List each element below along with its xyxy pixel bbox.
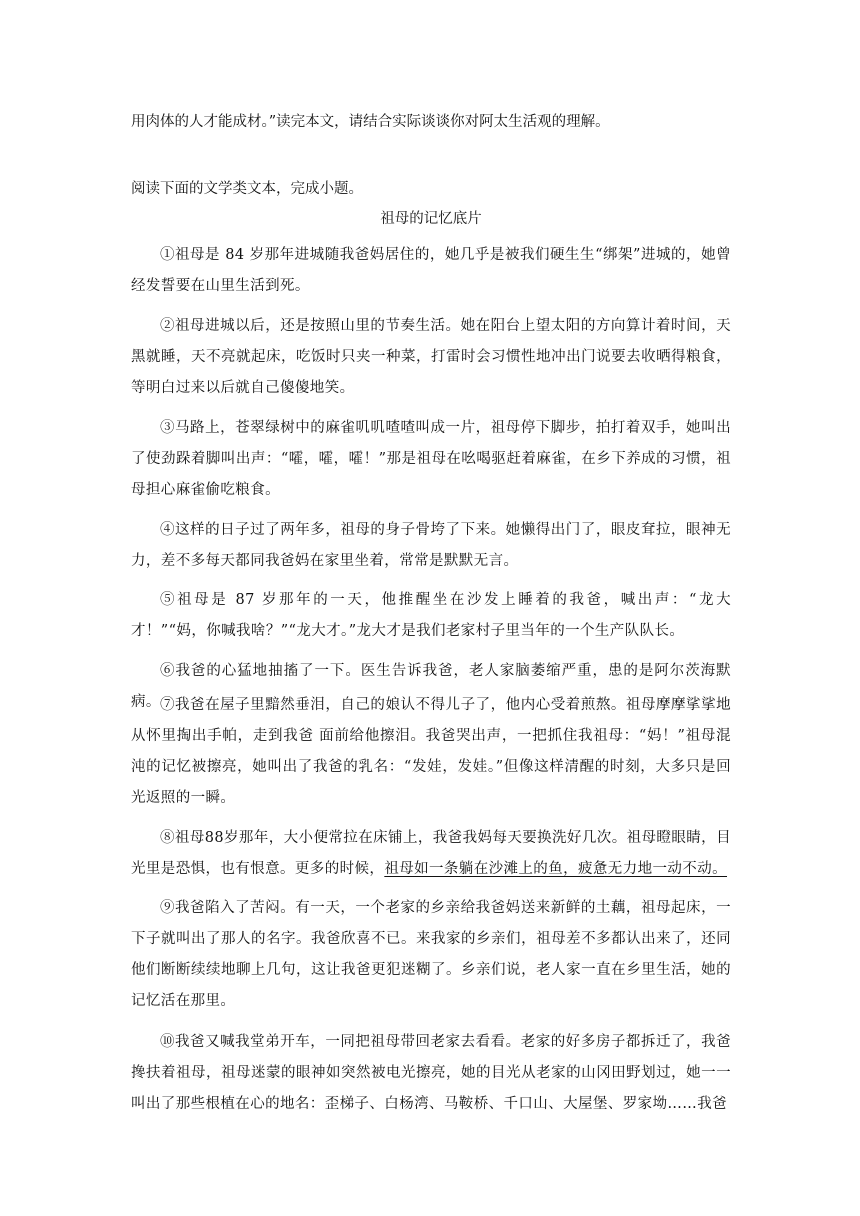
paragraph-5: ⑤祖母是 87 岁那年的一天，他推醒坐在沙发上睡着的我爸，喊出声：“龙大才！”“妈，你喊我啥？”“龙大才。”龙大才是我们老家村子里当年的一个生产队队长。: [131, 592, 731, 639]
paragraph-10: ⑩我爸又喊我堂弟开车，一同把祖母带回老家去看看。老家的好多房子都拆迁了，我爸搀扶着祖母，祖母迷蒙的眼神如突然被电光擦亮，她的目光从老家的山冈田野划过，她一一叫出了那些根植在心的地名：歪梯子、白杨湾、马鞍桥、千口山、大屋堡、罗家坳……我爸: [131, 1034, 731, 1112]
paragraph-6: ⑥我爸的心猛地抽搐了一下。医生告诉我爸，老人家脑萎缩严重，患的是阿尔茨海默病。: [131, 663, 731, 710]
paragraph-1: ①祖母是 84 岁那年进城随我爸妈居住的，她几乎是被我们硬生生“绑架”进城的，她曾经发誓要在山里生活到死。: [131, 247, 731, 294]
reading-instruction: 阅读下面的文学类文本，完成小题。: [131, 181, 363, 197]
paragraph-2: ②祖母进城以后，还是按照山里的节奏生活。她在阳台上望太阳的方向算计着时间，天黑就睡，天不亮就起床，吃饭时只夹一种菜，打雷时会习惯性地冲出门说要去收晒得粮食，等明白过来以后就自己傻傻地笑。: [131, 318, 731, 396]
paragraph-9: ⑨我爸陷入了苦闷。有一天，一个老家的乡亲给我爸妈送来新鲜的土藕，祖母起床，一下子就叫出了那人的名字。我爸欣喜不已。来我家的乡亲们，祖母差不多都认出来了，还同他们断断续续地聊上几句，这让我爸更犯迷糊了。乡亲们说，老人家一直在乡里生活，她的记忆活在那里。: [131, 900, 731, 1009]
underlined-sentence: 祖母如一条躺在沙滩上的鱼，疲惫无力地一动不动。: [384, 861, 728, 877]
paragraph-7: ⑦我爸在屋子里黯然垂泪，自己的娘认不得儿子了，他内心受着煎熬。祖母摩摩挲挲地从怀里掏出手帕，走到我爸 面前给他擦泪。我爸哭出声，一把抓住我祖母：“妈！”祖母混沌的记忆被擦亮，她叫出了我爸的乳名：“发娃，发娃。”但像这样清醒的时刻，大多只是回光返照的一瞬。: [131, 697, 731, 806]
paragraph-8: ⑧祖母88岁那年，大小便常拉在床铺上，我爸我妈每天要换洗好几次。祖母瞪眼睛，目光里是恐惧，也有恨意。更多的时候，祖母如一条躺在沙滩上的鱼，疲惫无力地一动不动。: [131, 830, 731, 877]
paragraph-3: ③马路上，苍翠绿树中的麻雀叽叽喳喳叫成一片，祖母停下脚步，拍打着双手，她叫出了使劲跺着脚叫出声：“嚯，嚯，嚯！”那是祖母在吆喝驱赶着麻雀，在乡下养成的习惯，祖母担心麻雀偷吃粮食。: [131, 420, 731, 498]
paragraph-4: ④这样的日子过了两年多，祖母的身子骨垮了下来。她懒得出门了，眼皮耷拉，眼神无力，差不多每天都同我爸妈在家里坐着，常常是默默无言。: [131, 522, 731, 569]
article-title: 祖母的记忆底片: [380, 211, 482, 227]
previous-question-tail: 用肉体的人才能成材。”读完本文，请结合实际谈谈你对阿太生活观的理解。: [131, 114, 610, 130]
